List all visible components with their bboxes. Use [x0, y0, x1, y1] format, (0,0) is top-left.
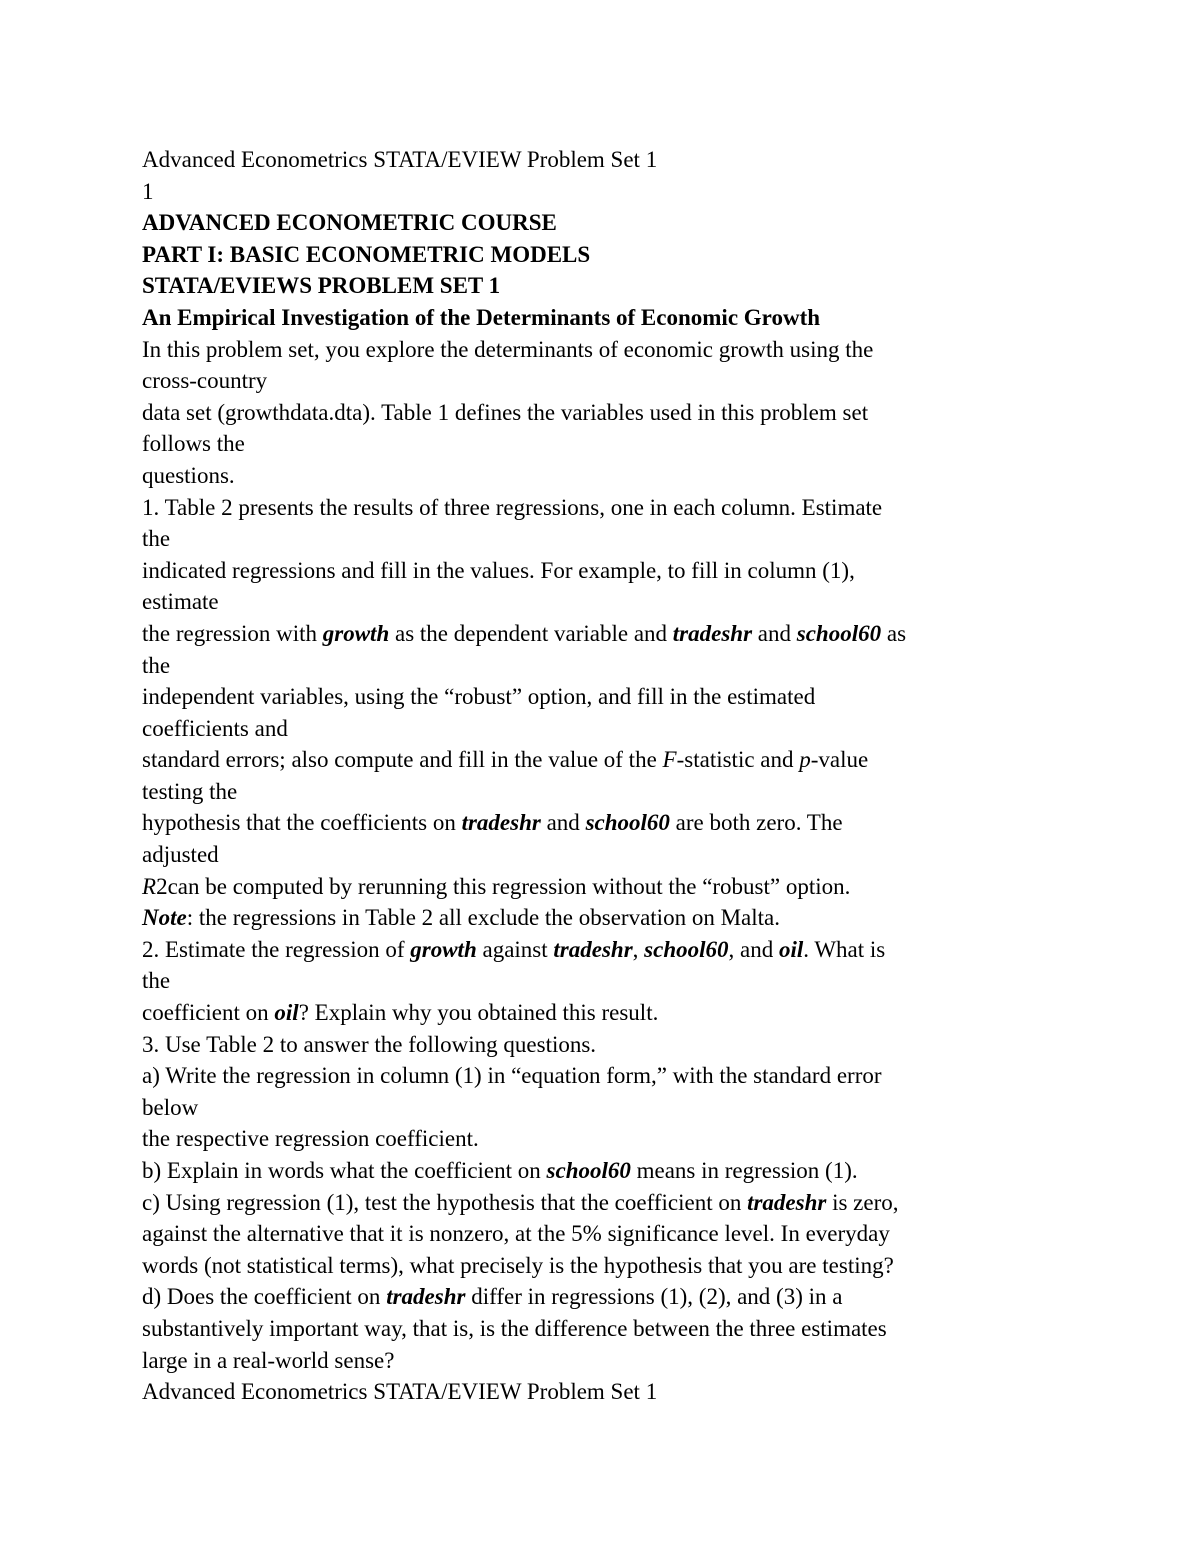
question-2-line: the: [142, 968, 171, 994]
f-symbol: F: [662, 747, 677, 773]
text-segment: standard errors; also compute and fill in the value of the: [142, 747, 663, 773]
intro-line: data set (growthdata.dta). Table 1 defines the variables used in this problem set: [142, 399, 869, 425]
running-header: Advanced Econometrics STATA/EVIEW Problem Set 1: [142, 147, 658, 172]
text-segment: . What is: [803, 936, 886, 962]
variable-school60: school60: [796, 620, 882, 646]
text-segment: hypothesis that the coefficients on: [142, 810, 462, 836]
r-symbol: R: [142, 873, 157, 899]
text-segment: 2. Estimate the regression of: [142, 936, 411, 962]
text-segment: means in regression (1).: [630, 1158, 858, 1183]
text-segment: as: [881, 620, 907, 646]
question-2-line: [142, 997, 1142, 1029]
note-line: [142, 902, 1142, 934]
question-3d-line: [142, 1281, 1142, 1313]
intro-line: follows the: [142, 431, 245, 457]
intro-line: questions.: [142, 462, 235, 488]
text-segment: 2can be computed by rerunning this regression without the “robust” option.: [156, 873, 851, 899]
question-3c-line: words (not statistical terms), what precisely is the hypothesis that you are testing?: [142, 1252, 894, 1278]
text-segment: coefficient on: [142, 1000, 275, 1026]
question-1-line: 1. Table 2 presents the results of three regressions, one in each column. Estimate: [142, 494, 883, 520]
variable-growth: growth: [410, 936, 477, 962]
part-title: PART I: BASIC ECONOMETRIC MODELS: [142, 241, 591, 267]
p-symbol: p: [799, 747, 811, 773]
problem-set-title: STATA/EVIEWS PROBLEM SET 1: [142, 273, 501, 299]
text-segment: as the dependent variable and: [389, 620, 673, 646]
note-label: Note: [142, 905, 187, 931]
text-segment: d) Does the coefficient on: [142, 1284, 387, 1310]
text-segment: the regression with: [142, 620, 323, 646]
variable-tradeshr: tradeshr: [461, 810, 541, 836]
question-1-line: [142, 807, 1142, 839]
variable-oil: oil: [274, 1000, 299, 1026]
text-segment: against: [476, 936, 554, 962]
variable-tradeshr: tradeshr: [553, 936, 633, 962]
variable-school60: school60: [546, 1158, 631, 1183]
question-1-line: independent variables, using the “robust” option, and fill in the estimated: [142, 684, 816, 710]
running-footer: Advanced Econometrics STATA/EVIEW Problem Set 1: [142, 1379, 658, 1405]
question-1-line: [142, 618, 1142, 650]
variable-school60: school60: [644, 936, 729, 962]
text-segment: -value: [810, 747, 869, 773]
intro-line: cross-country: [142, 368, 268, 394]
question-3c-line: [142, 1187, 1142, 1219]
question-3c-line: against the alternative that it is nonzero, at the 5% significance level. In everyday: [142, 1221, 890, 1247]
variable-tradeshr: tradeshr: [747, 1189, 827, 1215]
question-3a-line: below: [142, 1094, 199, 1120]
text-segment: ,: [632, 936, 645, 962]
question-3b-line: [142, 1155, 1142, 1187]
variable-school60: school60: [585, 810, 670, 836]
question-1-line: the: [142, 652, 171, 678]
variable-oil: oil: [778, 936, 804, 962]
question-2-line: [142, 934, 1142, 966]
text-segment: are both zero. The: [669, 810, 843, 836]
variable-growth: growth: [322, 620, 390, 646]
text-segment: , and: [728, 936, 779, 962]
course-title: ADVANCED ECONOMETRIC COURSE: [142, 210, 557, 236]
question-1-line: indicated regressions and fill in the values. For example, to fill in column (1),: [142, 557, 855, 583]
subtitle: An Empirical Investigation of the Determinants of Economic Growth: [142, 304, 821, 330]
page-number: 1: [142, 178, 154, 204]
variable-tradeshr: tradeshr: [386, 1284, 466, 1310]
text-segment: ? Explain why you obtained this result.: [298, 1000, 659, 1026]
question-1-line: the: [142, 526, 171, 552]
question-1-line: coefficients and: [142, 715, 288, 741]
question-3-line: 3. Use Table 2 to answer the following questions.: [142, 1031, 597, 1057]
text-segment: and: [752, 620, 797, 646]
question-1-line: estimate: [142, 589, 219, 615]
text-segment: : the regressions in Table 2 all exclude the observation on Malta.: [186, 905, 780, 931]
question-3d-line: substantively important way, that is, is the difference between the three estimates: [142, 1315, 887, 1341]
text-segment: and: [540, 810, 586, 836]
text-segment: is zero,: [826, 1189, 899, 1215]
text-segment: b) Explain in words what the coefficient on: [142, 1158, 547, 1183]
variable-tradeshr: tradeshr: [672, 620, 753, 646]
question-1-line: adjusted: [142, 842, 219, 868]
intro-line: In this problem set, you explore the determinants of economic growth using the: [142, 336, 874, 362]
document-body: [142, 144, 1142, 1408]
text-segment: differ in regressions (1), (2), and (3) in a: [465, 1284, 843, 1310]
question-3d-line: large in a real-world sense?: [142, 1347, 395, 1373]
text-segment: c) Using regression (1), test the hypothesis that the coefficient on: [142, 1189, 748, 1215]
question-1-line: [142, 871, 1142, 903]
question-1-line: testing the: [142, 778, 238, 804]
question-1-line: [142, 744, 1142, 776]
question-3a-line: a) Write the regression in column (1) in “equation form,” with the standard error: [142, 1063, 882, 1089]
text-segment: -statistic and: [676, 747, 800, 773]
question-3a-line: the respective regression coefficient.: [142, 1126, 479, 1152]
